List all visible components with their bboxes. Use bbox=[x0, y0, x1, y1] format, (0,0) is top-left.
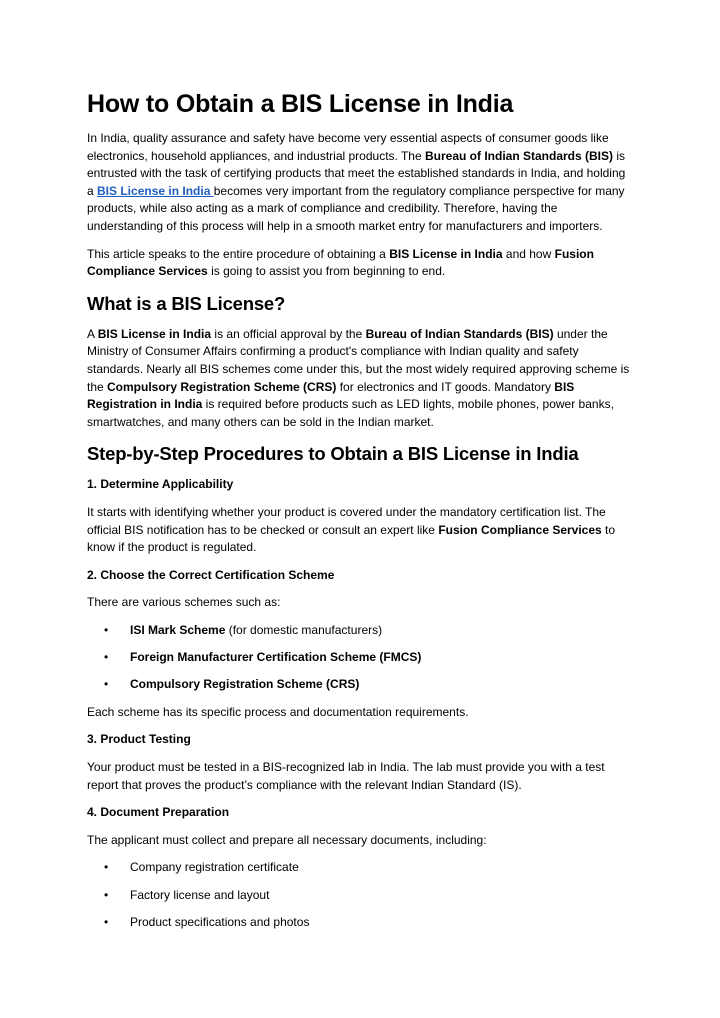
what-text-5: is required before products such as LED lights, mobile phones, power banks, smartwatches, and many others can be sold in the Indian market. bbox=[87, 397, 614, 429]
bullet-icon: • bbox=[104, 860, 109, 875]
what-bold-1: BIS License in India bbox=[97, 326, 212, 341]
scope-bold-2: Fusion Compliance Services bbox=[87, 246, 594, 279]
list-item bbox=[87, 859, 633, 877]
step-4-lead: The applicant must collect and prepare all necessary documents, including: bbox=[87, 832, 487, 847]
document-item-label: Company registration certificate bbox=[130, 860, 299, 875]
step-4-title: 4. Document Preparation bbox=[87, 805, 230, 820]
bullet-icon: • bbox=[104, 622, 109, 637]
what-bold-4: BIS Registration in India bbox=[87, 379, 575, 412]
list-item bbox=[87, 676, 633, 694]
step1-text-1: It starts with identifying whether your product is covered under the mandatory certification list. The official BIS notification has to be checked or consult an expert like bbox=[87, 504, 606, 537]
list-item bbox=[87, 914, 633, 932]
bullet-icon: • bbox=[104, 914, 109, 929]
what-is-paragraph bbox=[87, 326, 633, 432]
article-scope-paragraph bbox=[87, 246, 633, 281]
what-text-1: A bbox=[87, 326, 98, 341]
bullet-icon: • bbox=[104, 677, 109, 692]
scheme-list bbox=[87, 622, 633, 694]
scheme-name: ISI Mark Scheme bbox=[130, 622, 226, 637]
intro-paragraph bbox=[87, 130, 633, 236]
scheme-note: (for domestic manufacturers) bbox=[225, 622, 383, 637]
step-3-title: 3. Product Testing bbox=[87, 732, 191, 747]
document-item-label: Product specifications and photos bbox=[130, 914, 310, 929]
what-text-4: for electronics and IT goods. Mandatory bbox=[336, 379, 555, 394]
scope-bold-1: BIS License in India bbox=[389, 246, 503, 261]
step-1-paragraph bbox=[87, 504, 633, 557]
bullet-icon: • bbox=[104, 650, 109, 665]
step1-text-2: to know if the product is regulated. bbox=[87, 522, 616, 555]
section-heading-what-is: What is a BIS License? bbox=[87, 292, 286, 314]
bullet-icon: • bbox=[104, 887, 109, 902]
step-1-title: 1. Determine Applicability bbox=[87, 477, 234, 492]
step-2-title: 2. Choose the Correct Certification Scheme bbox=[87, 567, 335, 582]
intro-text-1: In India, quality assurance and safety have become very essential aspects of consumer goods like electronics, household appliances, and industrial products. The bbox=[87, 131, 609, 163]
intro-bold-bis: Bureau of Indian Standards (BIS) bbox=[425, 148, 614, 163]
step-2-after: Each scheme has its specific process and documentation requirements. bbox=[87, 704, 469, 719]
page-title: How to Obtain a BIS License in India bbox=[87, 90, 514, 118]
list-item bbox=[87, 622, 633, 640]
scheme-name: Compulsory Registration Scheme (CRS) bbox=[130, 677, 360, 692]
what-text-3: under the Ministry of Consumer Affairs confirming a product's compliance with Indian quality and safety standards. Nearly all BIS schemes come under this, but the most widely required approving scheme is the bbox=[87, 326, 630, 394]
scheme-name: Foreign Manufacturer Certification Scheme (FMCS) bbox=[130, 650, 422, 665]
bis-license-link[interactable]: BIS License in India bbox=[97, 183, 214, 198]
what-text-2: is an official approval by the bbox=[211, 326, 366, 341]
scope-text-1: This article speaks to the entire procedure of obtaining a bbox=[87, 246, 390, 261]
what-bold-3: Compulsory Registration Scheme (CRS) bbox=[107, 379, 337, 394]
list-item bbox=[87, 649, 633, 667]
document-page bbox=[87, 88, 633, 941]
section-heading-steps: Step-by-Step Procedures to Obtain a BIS License in India bbox=[87, 443, 579, 465]
step-2-lead: There are various schemes such as: bbox=[87, 595, 281, 610]
intro-text-2: is entrusted with the task of certifying products that meet the established standards in India, and holding a bbox=[87, 148, 626, 198]
document-list bbox=[87, 859, 633, 931]
scope-text-2: and how bbox=[502, 246, 555, 261]
intro-text-3: becomes very important from the regulatory compliance perspective for many products, while also acting as a mark of compliance and credibility. Therefore, having the understanding of this process will help in a smooth market entry for manufacturers and importers. bbox=[87, 183, 625, 233]
step1-bold-1: Fusion Compliance Services bbox=[438, 522, 602, 537]
scope-text-3: is going to assist you from beginning to end. bbox=[207, 264, 446, 279]
list-item bbox=[87, 887, 633, 905]
document-item-label: Factory license and layout bbox=[130, 887, 270, 902]
what-bold-2: Bureau of Indian Standards (BIS) bbox=[365, 326, 554, 341]
step-3-paragraph: Your product must be tested in a BIS-recognized lab in India. The lab must provide you with a test report that proves the product’s compliance with the relevant Indian Standard (IS). bbox=[87, 760, 605, 792]
